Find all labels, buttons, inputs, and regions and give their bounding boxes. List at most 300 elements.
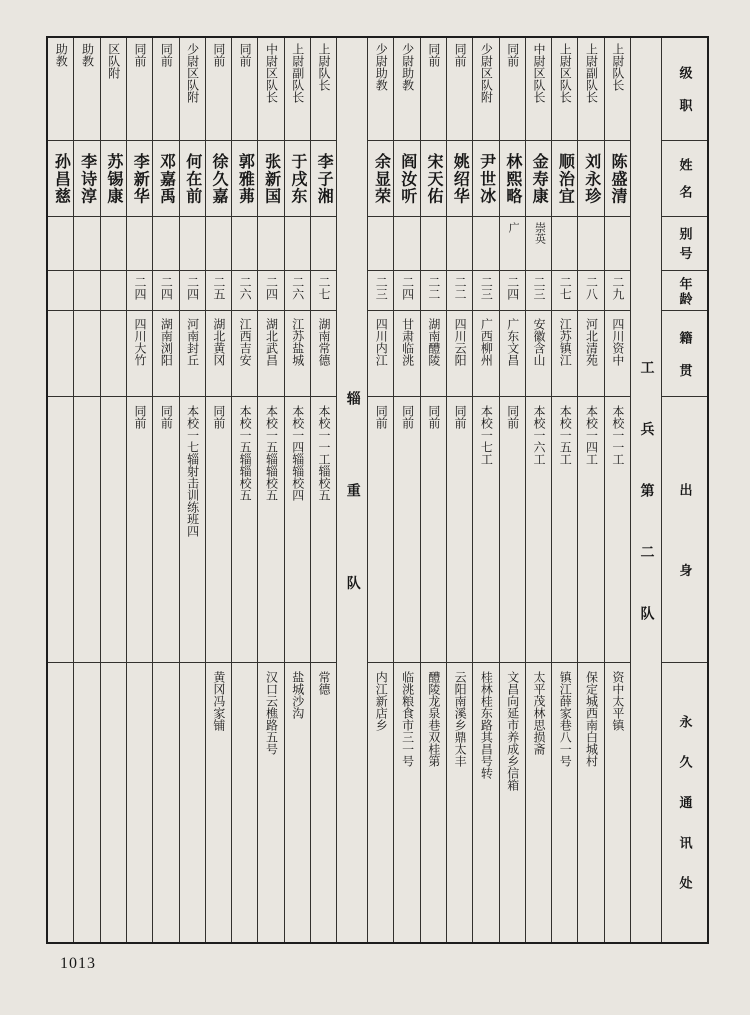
name-cell <box>101 141 126 217</box>
rank-cell-text: 少尉区队附 <box>479 43 494 103</box>
column-header-origin <box>662 397 707 663</box>
age-cell-text: 二四 <box>264 276 279 300</box>
name-cell-text: 余显荣 <box>372 152 390 205</box>
address-cell-text: 资中太平镇 <box>610 671 625 731</box>
origin-cell-text: 本校一四辎辎校四 <box>290 405 305 501</box>
age-cell-text: 二七 <box>558 276 573 300</box>
alias-cell <box>232 217 257 271</box>
age-cell <box>421 271 446 311</box>
age-cell <box>74 271 99 311</box>
native-place-cell-text: 河南封丘 <box>185 318 200 366</box>
age-cell <box>578 271 603 311</box>
address-cell <box>368 663 393 942</box>
alias-cell <box>153 217 178 271</box>
origin-cell <box>368 397 393 663</box>
alias-cell <box>206 217 231 271</box>
name-cell-text: 林熙略 <box>503 152 521 205</box>
native-place-cell <box>526 311 551 397</box>
address-cell <box>153 663 178 942</box>
alias-cell <box>368 217 393 271</box>
name-cell <box>74 141 99 217</box>
rank-cell <box>153 38 178 141</box>
native-place-cell-text: 湖北黄冈 <box>211 318 226 366</box>
rank-cell-text: 区队附 <box>106 43 121 79</box>
age-cell <box>48 271 73 311</box>
address-cell <box>285 663 310 942</box>
alias-cell <box>473 217 498 271</box>
origin-cell-text: 同前 <box>159 405 174 429</box>
native-place-cell-text: 甘肃临洮 <box>400 318 415 366</box>
age-cell-text: 二四 <box>159 276 174 300</box>
origin-cell <box>578 397 603 663</box>
address-cell-text: 镇江薛家巷八一号 <box>558 671 573 767</box>
column-header-alias-text: 别号 <box>677 227 693 267</box>
member-column <box>446 38 472 942</box>
address-cell <box>206 663 231 942</box>
name-cell <box>153 141 178 217</box>
member-column <box>48 38 73 942</box>
origin-cell-text: 同前 <box>211 405 226 429</box>
column-header-age <box>662 271 707 311</box>
native-place-cell-text: 广东文昌 <box>505 318 520 366</box>
member-column <box>126 38 152 942</box>
address-cell <box>258 663 283 942</box>
rank-cell <box>578 38 603 141</box>
age-cell <box>311 271 336 311</box>
address-cell <box>473 663 498 942</box>
native-place-cell <box>285 311 310 397</box>
name-cell <box>473 141 498 217</box>
origin-cell <box>180 397 205 663</box>
column-header-rank-text: 级职 <box>677 66 693 132</box>
name-cell-text: 刘永珍 <box>582 152 600 205</box>
origin-cell <box>605 397 630 663</box>
name-cell-text: 金寿康 <box>530 152 548 205</box>
member-column <box>472 38 498 942</box>
origin-cell-text: 本校一五辎辎校五 <box>238 405 253 501</box>
age-cell <box>368 271 393 311</box>
age-cell-text: 二六 <box>238 276 253 300</box>
name-cell-text: 何在前 <box>183 152 201 205</box>
alias-cell <box>101 217 126 271</box>
age-cell-text: 二五 <box>211 276 226 300</box>
address-cell <box>101 663 126 942</box>
origin-cell <box>127 397 152 663</box>
native-place-cell <box>258 311 283 397</box>
native-place-cell <box>368 311 393 397</box>
rank-cell-text: 上尉区队长 <box>558 43 573 103</box>
rank-cell <box>605 38 630 141</box>
member-column <box>551 38 577 942</box>
address-cell <box>311 663 336 942</box>
alias-cell <box>394 217 419 271</box>
native-place-cell <box>153 311 178 397</box>
rank-cell-text: 助教 <box>80 43 95 67</box>
age-cell <box>473 271 498 311</box>
rank-cell-text: 同前 <box>453 43 468 67</box>
rank-cell-text: 助教 <box>54 43 69 67</box>
address-cell <box>180 663 205 942</box>
rank-cell <box>101 38 126 141</box>
rank-cell-text: 中尉区队长 <box>264 43 279 103</box>
native-place-cell-text: 湖南浏阳 <box>159 318 174 366</box>
alias-cell <box>447 217 472 271</box>
origin-cell-text: 本校一六工 <box>531 405 546 465</box>
rank-cell-text: 中尉区队长 <box>531 43 546 103</box>
address-cell-text: 云阳南溪乡鼎太丰 <box>453 671 468 767</box>
name-cell <box>368 141 393 217</box>
origin-cell <box>153 397 178 663</box>
origin-cell <box>526 397 551 663</box>
alias-cell-text: 崇英 <box>533 222 546 244</box>
name-cell-text: 姚绍华 <box>451 152 469 205</box>
origin-cell-text: 同前 <box>400 405 415 429</box>
origin-cell <box>552 397 577 663</box>
name-cell-text: 于戌东 <box>288 152 306 205</box>
age-cell-text: 二六 <box>290 276 305 300</box>
origin-cell <box>101 397 126 663</box>
native-place-cell <box>605 311 630 397</box>
name-cell <box>285 141 310 217</box>
name-cell <box>500 141 525 217</box>
rank-cell-text: 同前 <box>133 43 148 67</box>
name-cell-text: 李诗淳 <box>78 152 96 205</box>
rank-cell <box>526 38 551 141</box>
age-cell-text: 二四 <box>400 276 415 300</box>
alias-cell <box>500 217 525 271</box>
alias-cell <box>48 217 73 271</box>
column-header-name-text: 姓名 <box>677 158 693 213</box>
name-cell <box>311 141 336 217</box>
name-cell <box>258 141 283 217</box>
address-cell <box>552 663 577 942</box>
address-cell <box>127 663 152 942</box>
age-cell <box>206 271 231 311</box>
native-place-cell-text: 四川大竹 <box>133 318 148 366</box>
name-cell <box>206 141 231 217</box>
rank-cell <box>180 38 205 141</box>
address-cell-text: 保定城西南白城村 <box>584 671 599 767</box>
age-cell <box>500 271 525 311</box>
address-cell <box>447 663 472 942</box>
alias-cell <box>605 217 630 271</box>
age-cell-text: 二三 <box>479 276 494 300</box>
native-place-cell-text: 江苏盐城 <box>290 318 305 366</box>
member-column <box>257 38 283 942</box>
name-cell-text: 张新国 <box>262 152 280 205</box>
native-place-cell-text: 四川云阳 <box>453 318 468 366</box>
name-cell <box>526 141 551 217</box>
age-cell <box>101 271 126 311</box>
origin-cell <box>311 397 336 663</box>
rank-cell-text: 同前 <box>426 43 441 67</box>
rank-cell <box>74 38 99 141</box>
native-place-cell-text: 江西吉安 <box>238 318 253 366</box>
name-cell <box>552 141 577 217</box>
section-title-column-0 <box>630 38 661 942</box>
origin-cell-text: 本校一五辎辎校五 <box>264 405 279 501</box>
rank-cell <box>394 38 419 141</box>
age-cell-text: 二二 <box>426 276 441 300</box>
name-cell-text: 尹世冰 <box>477 152 495 205</box>
alias-cell <box>526 217 551 271</box>
age-cell <box>258 271 283 311</box>
rank-cell <box>421 38 446 141</box>
address-cell <box>74 663 99 942</box>
origin-cell-text: 同前 <box>453 405 468 429</box>
address-cell <box>578 663 603 942</box>
name-cell-text: 阎汝听 <box>398 152 416 205</box>
origin-cell <box>206 397 231 663</box>
origin-cell <box>394 397 419 663</box>
rank-cell-text: 同前 <box>211 43 226 67</box>
age-cell <box>232 271 257 311</box>
native-place-cell-text: 湖南醴陵 <box>426 318 441 366</box>
section-title-column-1 <box>336 38 367 942</box>
origin-cell-text: 本校一一工 <box>610 405 625 465</box>
native-place-cell <box>127 311 152 397</box>
address-cell-text: 桂林桂东路其昌号转 <box>479 671 494 779</box>
name-cell-text: 顺治宜 <box>556 152 574 205</box>
native-place-cell <box>311 311 336 397</box>
rank-cell <box>447 38 472 141</box>
rank-cell <box>285 38 310 141</box>
alias-cell <box>258 217 283 271</box>
name-cell <box>447 141 472 217</box>
origin-cell-text: 本校一五工 <box>558 405 573 465</box>
member-column <box>393 38 419 942</box>
member-column <box>420 38 446 942</box>
address-cell-text: 黄冈冯家铺 <box>211 671 226 731</box>
address-cell <box>48 663 73 942</box>
age-cell <box>394 271 419 311</box>
column-header-name <box>662 141 707 217</box>
origin-cell-text: 本校一七辎射击训练班四 <box>185 405 200 537</box>
member-column <box>152 38 178 942</box>
rank-cell <box>311 38 336 141</box>
name-cell-text: 孙昌慈 <box>52 152 70 205</box>
age-cell-text: 二九 <box>610 276 625 300</box>
native-place-cell <box>48 311 73 397</box>
address-cell-text: 文昌向延市养成乡信箱 <box>505 671 520 791</box>
name-cell <box>127 141 152 217</box>
age-cell-text: 二三 <box>531 276 546 300</box>
rank-cell <box>368 38 393 141</box>
name-cell-text: 李子湘 <box>315 152 333 205</box>
native-place-cell-text: 安徽含山 <box>531 318 546 366</box>
age-cell-text: 二二 <box>453 276 468 300</box>
origin-cell-text: 同前 <box>505 405 520 429</box>
origin-cell-text: 本校一四工 <box>584 405 599 465</box>
roster-table <box>46 36 709 944</box>
rank-cell <box>127 38 152 141</box>
age-cell <box>447 271 472 311</box>
name-cell <box>421 141 446 217</box>
native-place-cell-text: 河北清苑 <box>584 318 599 366</box>
name-cell-text: 邓嘉禹 <box>157 152 175 205</box>
alias-cell <box>74 217 99 271</box>
age-cell <box>605 271 630 311</box>
alias-cell <box>127 217 152 271</box>
native-place-cell <box>394 311 419 397</box>
origin-cell <box>48 397 73 663</box>
address-cell <box>421 663 446 942</box>
name-cell-text: 徐久嘉 <box>210 152 228 205</box>
rank-cell-text: 少尉区队附 <box>185 43 200 103</box>
member-column <box>205 38 231 942</box>
name-cell <box>180 141 205 217</box>
column-header-address-text: 永久通讯处 <box>677 715 693 917</box>
rank-cell-text: 少尉助教 <box>400 43 415 91</box>
alias-cell-text: 广 <box>507 222 520 233</box>
rank-cell-text: 同前 <box>238 43 253 67</box>
age-cell-text: 二四 <box>505 276 520 300</box>
origin-cell <box>232 397 257 663</box>
rank-cell <box>48 38 73 141</box>
origin-cell-text: 同前 <box>133 405 148 429</box>
member-column <box>73 38 99 942</box>
rank-cell-text: 上尉副队长 <box>584 43 599 103</box>
member-column <box>100 38 126 942</box>
age-cell-text: 二四 <box>185 276 200 300</box>
origin-cell-text: 本校一七工 <box>479 405 494 465</box>
rank-cell <box>473 38 498 141</box>
member-column <box>367 38 393 942</box>
origin-cell <box>285 397 310 663</box>
column-header-native-place-text: 籍贯 <box>677 330 693 396</box>
column-header-rank <box>662 38 707 141</box>
rank-cell-text: 少尉助教 <box>374 43 389 91</box>
section-title: 工兵第二队 <box>638 359 654 668</box>
member-column <box>525 38 551 942</box>
age-cell <box>285 271 310 311</box>
age-cell <box>180 271 205 311</box>
name-cell-text: 陈盛清 <box>608 152 626 205</box>
address-cell <box>232 663 257 942</box>
alias-cell <box>552 217 577 271</box>
address-cell-text: 常德 <box>317 671 332 695</box>
rank-cell <box>258 38 283 141</box>
native-place-cell-text: 四川内江 <box>374 318 389 366</box>
origin-cell <box>473 397 498 663</box>
origin-cell <box>258 397 283 663</box>
origin-cell <box>74 397 99 663</box>
column-header-alias <box>662 217 707 271</box>
rank-cell <box>232 38 257 141</box>
member-column <box>604 38 630 942</box>
native-place-cell-text: 湖南常德 <box>317 318 332 366</box>
native-place-cell <box>232 311 257 397</box>
rank-cell-text: 同前 <box>159 43 174 67</box>
name-cell-text: 李新华 <box>131 152 149 205</box>
origin-cell <box>500 397 525 663</box>
rank-cell <box>500 38 525 141</box>
native-place-cell <box>552 311 577 397</box>
age-cell <box>526 271 551 311</box>
name-cell <box>48 141 73 217</box>
member-column <box>179 38 205 942</box>
native-place-cell-text: 江苏镇江 <box>558 318 573 366</box>
address-cell-text: 内江新店乡 <box>374 671 389 731</box>
address-cell <box>394 663 419 942</box>
column-header-origin-text: 出身 <box>677 482 693 644</box>
address-cell-text: 盐城沙沟 <box>290 671 305 719</box>
rank-cell-text: 上尉队长 <box>610 43 625 91</box>
name-cell <box>578 141 603 217</box>
age-cell-text: 二四 <box>133 276 148 300</box>
native-place-cell <box>74 311 99 397</box>
name-cell-text: 郭雅茀 <box>236 152 254 205</box>
origin-cell-text: 本校一一工辎校五 <box>317 405 332 501</box>
rank-cell <box>552 38 577 141</box>
member-column <box>231 38 257 942</box>
section-title: 辎重队 <box>344 390 360 668</box>
address-cell-text: 太平茂林思损斋 <box>531 671 546 755</box>
name-cell <box>605 141 630 217</box>
header-column <box>661 38 707 942</box>
member-column <box>284 38 310 942</box>
address-cell-text: 醴陵龙泉巷双桂第 <box>426 671 441 767</box>
rank-cell-text: 同前 <box>505 43 520 67</box>
member-column <box>577 38 603 942</box>
name-cell-text: 宋天佑 <box>425 152 443 205</box>
alias-cell <box>311 217 336 271</box>
native-place-cell <box>447 311 472 397</box>
address-cell-text: 汉口云樵路五号 <box>264 671 279 755</box>
member-column <box>499 38 525 942</box>
native-place-cell <box>180 311 205 397</box>
address-cell-text: 临洮粮食市三一号 <box>400 671 415 767</box>
alias-cell <box>421 217 446 271</box>
native-place-cell <box>578 311 603 397</box>
origin-cell-text: 同前 <box>374 405 389 429</box>
age-cell-text: 二三 <box>374 276 389 300</box>
age-cell-text: 二八 <box>584 276 599 300</box>
name-cell <box>232 141 257 217</box>
age-cell <box>127 271 152 311</box>
member-column <box>310 38 336 942</box>
column-header-age-text: 年龄 <box>677 276 693 307</box>
column-header-address <box>662 663 707 942</box>
name-cell-text: 苏锡康 <box>104 152 122 205</box>
rank-cell-text: 上尉队长 <box>317 43 332 91</box>
origin-cell-text: 同前 <box>426 405 441 429</box>
native-place-cell-text: 湖北武昌 <box>264 318 279 366</box>
origin-cell <box>447 397 472 663</box>
name-cell <box>394 141 419 217</box>
alias-cell <box>578 217 603 271</box>
column-header-native-place <box>662 311 707 397</box>
alias-cell <box>180 217 205 271</box>
origin-cell <box>421 397 446 663</box>
native-place-cell <box>101 311 126 397</box>
address-cell <box>500 663 525 942</box>
rank-cell <box>206 38 231 141</box>
age-cell <box>153 271 178 311</box>
native-place-cell <box>500 311 525 397</box>
age-cell-text: 二七 <box>317 276 332 300</box>
native-place-cell <box>473 311 498 397</box>
native-place-cell <box>206 311 231 397</box>
address-cell <box>605 663 630 942</box>
native-place-cell-text: 广西柳州 <box>479 318 494 366</box>
native-place-cell-text: 四川资中 <box>610 318 625 366</box>
page-number: 1013 <box>60 955 96 972</box>
age-cell <box>552 271 577 311</box>
alias-cell <box>285 217 310 271</box>
rank-cell-text: 上尉副队长 <box>290 43 305 103</box>
native-place-cell <box>421 311 446 397</box>
